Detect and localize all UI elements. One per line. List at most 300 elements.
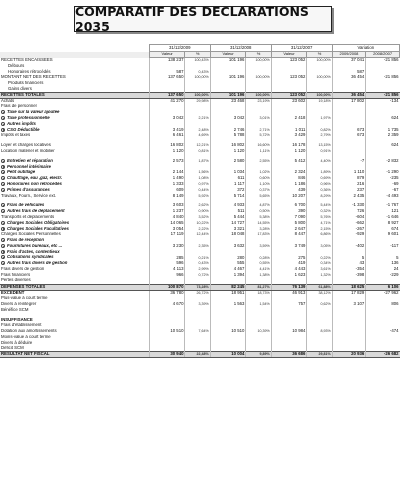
row-value: 1 120 bbox=[271, 149, 307, 155]
row-percent: 0,91% bbox=[307, 149, 332, 155]
row-value: 14 727 bbox=[210, 220, 246, 226]
row-label-text: Autres frais de déplacement bbox=[7, 208, 65, 214]
row-percent: 100,00% bbox=[307, 58, 332, 64]
bullet-circle-icon bbox=[1, 203, 5, 207]
row-percent: 100,00% bbox=[307, 92, 332, 98]
row-value: 511 bbox=[210, 209, 246, 215]
row-variation: 624 bbox=[366, 116, 400, 122]
row-percent: 0,21% bbox=[185, 255, 210, 261]
header-var-2008-2007: 2008/2007 bbox=[366, 52, 400, 58]
row-value: 1 394 bbox=[210, 273, 246, 279]
row-variation: -27 962 bbox=[366, 290, 400, 296]
row-variation: -134 bbox=[366, 98, 400, 104]
row-label-text: Primes d'assurances bbox=[7, 187, 50, 192]
row-value: 5 412 bbox=[271, 158, 307, 164]
row-value: 123 052 bbox=[271, 92, 307, 98]
row-label-text: Frais divers de gestion bbox=[1, 266, 45, 272]
row-percent: 3,39% bbox=[185, 302, 210, 308]
bullet-circle-icon bbox=[1, 159, 5, 163]
row-label-text: Charges Sociales Personnelles bbox=[1, 231, 61, 237]
row-variation: 587 bbox=[332, 69, 366, 75]
row-percent: 8,93% bbox=[307, 329, 332, 335]
row-label-text: Gains divers bbox=[8, 86, 32, 91]
row-label-text: Fournitures bureaux, etc ... bbox=[7, 243, 63, 249]
row-label-text: Frais de personnel bbox=[1, 103, 37, 109]
row-percent: 4,41% bbox=[246, 267, 271, 273]
row-label-text: Cotisations syndicales bbox=[7, 255, 54, 260]
row-percent: 2,48% bbox=[185, 127, 210, 133]
row-percent: 5,65% bbox=[246, 193, 271, 199]
row-label-text: Débours bbox=[8, 63, 25, 68]
row-value: 5 800 bbox=[271, 220, 307, 226]
row-percent: 2,99% bbox=[185, 267, 210, 273]
row-variation: 9 601 bbox=[366, 232, 400, 238]
row-variation: -2 832 bbox=[366, 158, 400, 164]
row-value: 390 bbox=[271, 209, 307, 215]
report-title: COMPARATIF DES DECLARATIONS 2035 bbox=[74, 6, 332, 32]
row-percent: 5,76% bbox=[307, 215, 332, 221]
row-label-text: Frais d'établissement bbox=[1, 322, 42, 328]
row-value: 101 196 bbox=[210, 75, 246, 81]
row-value: 46 913 bbox=[271, 290, 307, 296]
row-percent: 0,62% bbox=[307, 302, 332, 308]
row-value: 596 bbox=[149, 261, 185, 267]
row-percent: 5,72% bbox=[246, 133, 271, 139]
row-percent: 0,43% bbox=[185, 69, 210, 75]
bullet-circle-icon bbox=[1, 261, 5, 265]
row-percent: 1,02% bbox=[246, 170, 271, 176]
row-percent: 2,35% bbox=[185, 244, 210, 250]
row-value: 41 270 bbox=[149, 98, 185, 104]
header-period: 31/12/2007 bbox=[271, 45, 332, 52]
row-percent: 0,81% bbox=[185, 149, 210, 155]
row-percent: 3,61% bbox=[307, 267, 332, 273]
row-variation: 17 802 bbox=[332, 98, 366, 104]
row-value: 2 746 bbox=[210, 127, 246, 133]
row-label-text: Personnel intérimaire bbox=[7, 164, 51, 169]
row-label-text: RECETTES TOTALES bbox=[1, 92, 45, 97]
row-label-text: Frais de réception bbox=[7, 237, 45, 243]
row-percent: 0,50% bbox=[246, 209, 271, 215]
row-variation: 624 bbox=[366, 143, 400, 149]
row-label-text: Entretien et réparation bbox=[7, 158, 53, 163]
row-percent: 100,00% bbox=[246, 58, 271, 64]
row-label-text: RECETTES ENCAISSEES bbox=[1, 57, 53, 62]
row-value: 1 011 bbox=[271, 127, 307, 133]
row-label-text: CSG Déductible bbox=[7, 127, 40, 132]
row-value: 138 237 bbox=[149, 58, 185, 64]
bullet-circle-icon bbox=[1, 188, 5, 192]
row-value: 16 802 bbox=[149, 143, 185, 149]
row-label-text: Plus-value à court terme bbox=[1, 295, 48, 301]
row-value: 137 650 bbox=[149, 92, 185, 98]
row-variation: 20 936 bbox=[332, 352, 366, 358]
row-percent: 0,28% bbox=[246, 255, 271, 261]
row-variation: 121 bbox=[366, 209, 400, 215]
row-value: 4 670 bbox=[149, 302, 185, 308]
row-label-text: Taxe professionnelle bbox=[7, 115, 50, 121]
header-blank bbox=[0, 45, 149, 52]
row-percent: 0,43% bbox=[185, 261, 210, 267]
row-value: 2 647 bbox=[271, 226, 307, 232]
row-value: 419 bbox=[271, 261, 307, 267]
bullet-circle-icon bbox=[1, 110, 5, 114]
row-variation: -474 bbox=[366, 329, 400, 335]
row-label-text: Taxe sur la valeur ajoutée bbox=[7, 109, 60, 115]
row-label-text: RESULTAT NET FISCAL bbox=[1, 351, 50, 357]
row-percent: 3,28% bbox=[246, 226, 271, 232]
row-variation: 36 454 bbox=[332, 92, 366, 98]
row-value: 30 940 bbox=[149, 352, 185, 358]
row-value: 3 429 bbox=[271, 133, 307, 139]
header-pct: % bbox=[185, 52, 210, 58]
header-var-2009-2008: 2009/2008 bbox=[332, 52, 366, 58]
bullet-circle-icon bbox=[1, 227, 5, 231]
row-variation: -21 856 bbox=[366, 58, 400, 64]
row-percent: 2,15% bbox=[307, 226, 332, 232]
row-percent: 14,55% bbox=[246, 220, 271, 226]
row-value: 5 788 bbox=[210, 133, 246, 139]
row-percent: 100,00% bbox=[185, 92, 210, 98]
row-variation: -929 bbox=[332, 232, 366, 238]
row-value: 16 178 bbox=[271, 143, 307, 149]
row-value: 1 563 bbox=[210, 302, 246, 308]
row-variation: -4 493 bbox=[366, 193, 400, 199]
row-percent: 81,27% bbox=[246, 284, 271, 290]
row-variation: 2 435 bbox=[332, 193, 366, 199]
row-percent: 13,15% bbox=[307, 143, 332, 149]
row-variation: -229 bbox=[366, 273, 400, 279]
row-value: 14 065 bbox=[149, 220, 185, 226]
row-percent: 10,39% bbox=[246, 329, 271, 335]
row-variation: 136 bbox=[366, 261, 400, 267]
row-variation: 17 829 bbox=[332, 290, 366, 296]
row-label bbox=[0, 352, 149, 358]
row-value: 280 bbox=[210, 255, 246, 261]
row-label-text: Travaux, Fourn., Service ext. bbox=[1, 193, 57, 198]
row-percent: 8,29% bbox=[307, 193, 332, 199]
row-label-text: Transports et déplacements bbox=[1, 214, 55, 219]
bullet-circle-icon bbox=[1, 209, 5, 213]
row-label-text: Charges Sociales Obligatoires bbox=[7, 220, 70, 225]
row-percent: 1,11% bbox=[246, 149, 271, 155]
row-variation: 879 bbox=[332, 176, 366, 182]
row-value: 18 048 bbox=[210, 232, 246, 238]
row-variation: -1 767 bbox=[366, 203, 400, 209]
header-valeur: Valeur bbox=[210, 52, 246, 58]
row-variation: -1 646 bbox=[366, 215, 400, 221]
row-percent: 3,52% bbox=[185, 215, 210, 221]
row-value: 8 149 bbox=[149, 193, 185, 199]
row-variation: 24 bbox=[366, 267, 400, 273]
row-percent: 4,40% bbox=[307, 158, 332, 164]
row-label-text: Impôts et taxes bbox=[1, 132, 31, 138]
row-value: 285 bbox=[149, 255, 185, 261]
row-label-text: DEPENSES TOTALES bbox=[1, 284, 46, 289]
row-percent: 73,28% bbox=[185, 284, 210, 290]
row-label-text: Autres frais divers de gestion bbox=[7, 260, 68, 266]
row-value: 587 bbox=[149, 69, 185, 75]
row-variation: -662 bbox=[332, 220, 366, 226]
header-row-periods bbox=[0, 45, 400, 52]
row-value: 6 461 bbox=[149, 133, 185, 139]
row-percent: 4,71% bbox=[307, 220, 332, 226]
section-total-row bbox=[0, 352, 400, 358]
row-label-text: Charges Sociales Facultatives bbox=[7, 226, 69, 231]
row-percent: 0,90% bbox=[185, 209, 210, 215]
row-variation: -1 330 bbox=[332, 203, 366, 209]
row-value: 3 603 bbox=[149, 203, 185, 209]
row-value: 17 119 bbox=[149, 232, 185, 238]
row-value: 36 686 bbox=[271, 352, 307, 358]
row-value: 123 052 bbox=[271, 75, 307, 81]
row-value: 2 573 bbox=[149, 158, 185, 164]
row-value: 82 245 bbox=[210, 284, 246, 290]
row-label-text: Petit outillage bbox=[7, 169, 36, 175]
bullet-circle-icon bbox=[1, 238, 5, 242]
row-percent: 1,97% bbox=[307, 116, 332, 122]
row-value: 3 054 bbox=[149, 226, 185, 232]
row-value: 16 802 bbox=[210, 143, 246, 149]
row-value: 10 004 bbox=[210, 352, 246, 358]
row-variation: -267 bbox=[332, 226, 366, 232]
row-percent: 1,89% bbox=[307, 170, 332, 176]
row-value: 101 196 bbox=[210, 92, 246, 98]
row-variation: 216 bbox=[332, 182, 366, 188]
row-percent: 7,64% bbox=[185, 329, 210, 335]
row-value: 1 186 bbox=[271, 182, 307, 188]
row-value: 4 443 bbox=[271, 267, 307, 273]
row-value: 36 780 bbox=[149, 290, 185, 296]
row-label-text: Déficit SCM bbox=[1, 346, 24, 351]
row-percent: 5,92% bbox=[185, 193, 210, 199]
row-percent: 2,62% bbox=[185, 203, 210, 209]
row-percent: 26,72% bbox=[185, 290, 210, 296]
row-value: 10 510 bbox=[210, 329, 246, 335]
row-percent: 6,86% bbox=[307, 232, 332, 238]
row-percent: 38,12% bbox=[307, 290, 332, 296]
row-value: 8 447 bbox=[271, 232, 307, 238]
row-value: 611 bbox=[210, 176, 246, 182]
row-value: 2 144 bbox=[149, 170, 185, 176]
bullet-circle-icon bbox=[1, 255, 5, 259]
header-pct: % bbox=[307, 52, 332, 58]
row-variation: -69 bbox=[366, 182, 400, 188]
row-value: 4 467 bbox=[210, 267, 246, 273]
row-label-text: Divers à déduire bbox=[1, 340, 33, 345]
row-label-text: Chauffage, eau ,gaz, electr. bbox=[7, 175, 63, 181]
row-variation: -117 bbox=[366, 244, 400, 250]
row-percent: 4,87% bbox=[246, 203, 271, 209]
row-value: 966 bbox=[149, 273, 185, 279]
row-variation: 237 bbox=[332, 187, 366, 193]
row-value: 7 090 bbox=[271, 215, 307, 221]
row-variation: 5 bbox=[366, 255, 400, 261]
row-percent: 5,38% bbox=[246, 215, 271, 221]
row-percent: 22,48% bbox=[185, 352, 210, 358]
row-percent: 2,71% bbox=[246, 127, 271, 133]
row-variation: -67 bbox=[366, 187, 400, 193]
row-percent: 3,59% bbox=[246, 244, 271, 250]
row-variation: -21 856 bbox=[366, 75, 400, 81]
row-percent: 1,32% bbox=[307, 273, 332, 279]
row-percent: 0,97% bbox=[185, 182, 210, 188]
row-percent: 19,18% bbox=[307, 98, 332, 104]
row-percent: 1,38% bbox=[246, 273, 271, 279]
row-value: 1 623 bbox=[271, 273, 307, 279]
row-variation: -235 bbox=[366, 176, 400, 182]
row-label-text: Frais de véhicules bbox=[7, 202, 45, 208]
row-value: 439 bbox=[271, 187, 307, 193]
bullet-circle-icon bbox=[1, 122, 5, 126]
bullet-circle-icon bbox=[1, 221, 5, 225]
bullet-circle-icon bbox=[1, 128, 5, 132]
row-value: 137 650 bbox=[149, 75, 185, 81]
row-value: 3 749 bbox=[271, 244, 307, 250]
bullet-circle-icon bbox=[1, 116, 5, 120]
row-value: 2 324 bbox=[271, 170, 307, 176]
row-value: 10 510 bbox=[149, 329, 185, 335]
row-value: 101 196 bbox=[210, 58, 246, 64]
row-value: 1 237 bbox=[149, 209, 185, 215]
row-variation: 3 107 bbox=[332, 302, 366, 308]
row-value: 3 632 bbox=[210, 244, 246, 250]
row-percent: 100,00% bbox=[185, 75, 210, 81]
row-label-text: Honoraires rétrocédés bbox=[8, 69, 51, 74]
header-valeur: Valeur bbox=[149, 52, 185, 58]
row-variation: 1 735 bbox=[366, 127, 400, 133]
row-percent: 16,60% bbox=[246, 143, 271, 149]
row-percent: 1,10% bbox=[246, 182, 271, 188]
row-percent: 2,22% bbox=[185, 226, 210, 232]
row-percent: 3,05% bbox=[307, 244, 332, 250]
row-percent: 0,69% bbox=[307, 176, 332, 182]
row-value: 76 139 bbox=[271, 284, 307, 290]
row-value: 3 042 bbox=[149, 116, 185, 122]
row-variation: 43 bbox=[332, 261, 366, 267]
row-percent: 1,56% bbox=[185, 170, 210, 176]
row-percent: 17,83% bbox=[246, 232, 271, 238]
row-variation: -604 bbox=[332, 215, 366, 221]
row-label-text: Frais financiers bbox=[1, 272, 31, 277]
row-percent: 0,60% bbox=[246, 176, 271, 182]
row-label-text: Dotation aux amortissements bbox=[1, 328, 57, 334]
row-percent: 29,98% bbox=[185, 98, 210, 104]
row-percent: 1,08% bbox=[185, 176, 210, 182]
row-value: 2 418 bbox=[271, 116, 307, 122]
row-percent: 29,81% bbox=[307, 352, 332, 358]
row-variation: 37 041 bbox=[332, 58, 366, 64]
row-percent: 9,89% bbox=[246, 352, 271, 358]
row-percent: 100,00% bbox=[307, 75, 332, 81]
row-percent: 0,82% bbox=[307, 127, 332, 133]
row-label-text: Produits financiers bbox=[8, 80, 44, 86]
row-value: 1 120 bbox=[210, 149, 246, 155]
row-variation: -402 bbox=[332, 244, 366, 250]
row-percent: 18,73% bbox=[246, 290, 271, 296]
row-label-text: Divers à réintégrer bbox=[1, 301, 37, 307]
row-value: 372 bbox=[210, 187, 246, 193]
bullet-circle-icon bbox=[1, 250, 5, 254]
row-percent: 23,19% bbox=[246, 98, 271, 104]
header-period: 31/12/2009 bbox=[149, 45, 210, 52]
row-label-text: Location matériel et mobilier bbox=[1, 148, 55, 153]
row-label-text: Frais d'actes, contentieux bbox=[7, 249, 60, 254]
row-variation: -26 682 bbox=[366, 352, 400, 358]
bullet-circle-icon bbox=[1, 165, 5, 169]
row-percent: 0,55% bbox=[246, 261, 271, 267]
row-variation: -398 bbox=[332, 273, 366, 279]
row-variation: 18 625 bbox=[332, 284, 366, 290]
row-percent: 3,01% bbox=[246, 116, 271, 122]
row-value: 3 419 bbox=[149, 127, 185, 133]
row-value: 1 034 bbox=[210, 170, 246, 176]
row-variation: 673 bbox=[332, 133, 366, 139]
row-variation: 674 bbox=[366, 226, 400, 232]
row-value: 10 984 bbox=[271, 329, 307, 335]
row-value: 1 333 bbox=[149, 182, 185, 188]
row-label-text: Autres impôts bbox=[7, 121, 36, 126]
header-variation: Variation bbox=[332, 45, 399, 52]
row-label-text: EXCEDENT bbox=[1, 290, 25, 295]
row-value: 5 444 bbox=[210, 215, 246, 221]
row-percent: 0,37% bbox=[246, 187, 271, 193]
row-variation: 673 bbox=[332, 127, 366, 133]
row-label-text: Pertes diverses bbox=[1, 278, 31, 283]
header-pct: % bbox=[246, 52, 271, 58]
row-percent: 0,22% bbox=[307, 255, 332, 261]
row-value: 3 230 bbox=[149, 244, 185, 250]
row-value: 3 321 bbox=[210, 226, 246, 232]
row-value: 23 602 bbox=[271, 98, 307, 104]
row-percent: 0,44% bbox=[185, 187, 210, 193]
row-value: 100 870 bbox=[149, 284, 185, 290]
row-percent: 0,34% bbox=[307, 261, 332, 267]
row-value: 18 951 bbox=[210, 290, 246, 296]
row-label-text: INSUFFISANCE bbox=[1, 317, 33, 322]
row-variation: -354 bbox=[332, 267, 366, 273]
row-value: 2 580 bbox=[210, 158, 246, 164]
row-variation: -7 bbox=[332, 158, 366, 164]
row-value: 10 207 bbox=[271, 193, 307, 199]
row-value: 1 120 bbox=[149, 149, 185, 155]
row-percent: 4,69% bbox=[185, 133, 210, 139]
row-variation: 2 359 bbox=[366, 133, 400, 139]
row-variation: 36 454 bbox=[332, 75, 366, 81]
row-value: 555 bbox=[210, 261, 246, 267]
bullet-circle-icon bbox=[1, 182, 5, 186]
row-percent: 2,21% bbox=[185, 116, 210, 122]
row-value: 275 bbox=[271, 255, 307, 261]
row-percent: 100,00% bbox=[246, 75, 271, 81]
row-percent: 0,72% bbox=[185, 273, 210, 279]
row-value: 3 042 bbox=[210, 116, 246, 122]
row-variation: -21 856 bbox=[366, 92, 400, 98]
row-percent: 2,55% bbox=[246, 158, 271, 164]
row-label-text: MONTANT NET DES RECETTES bbox=[1, 74, 66, 80]
row-percent: 100,00% bbox=[246, 92, 271, 98]
row-variation: 8 927 bbox=[366, 220, 400, 226]
row-value: 1 490 bbox=[149, 176, 185, 182]
row-percent: 61,88% bbox=[307, 284, 332, 290]
row-percent: 1,54% bbox=[246, 302, 271, 308]
row-percent: 12,44% bbox=[185, 232, 210, 238]
row-percent: 5,44% bbox=[307, 203, 332, 209]
row-percent: 10,22% bbox=[185, 220, 210, 226]
row-label-text: Moins-value à court terme bbox=[1, 334, 51, 340]
row-variation: 6 106 bbox=[366, 284, 400, 290]
row-variation: 5 bbox=[332, 255, 366, 261]
